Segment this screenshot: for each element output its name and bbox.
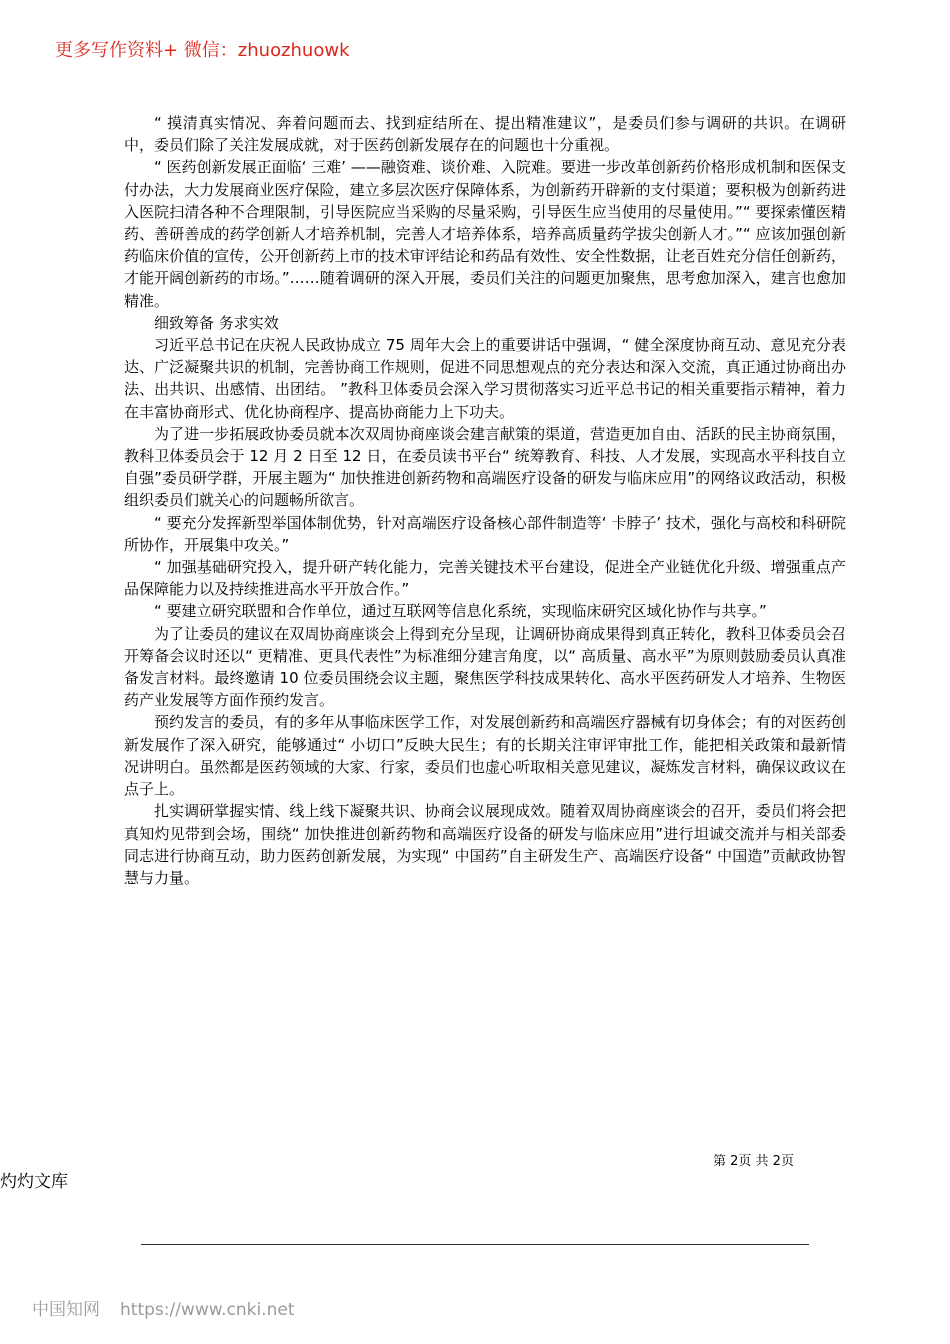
paragraph: 为了进一步拓展政协委员就本次双周协商座谈会建言献策的渠道，营造更加自由、活跃的民主协商氛围，教科卫体委员会于 12 月 2 日至 12 日，在委员读书平台“ 统筹教育、科技、人才发展，实现高水平科技自立自强”委员研学群，开展主题为“ 加快推进创新药物和高端医疗设备的研发与临床应用”的网络议政活动，积极组织委员们就关心的问题畅所欲言。 [124,424,846,510]
paragraph: 习近平总书记在庆祝人民政协成立 75 周年大会上的重要讲话中强调，“ 健全深度协商互动、意见充分表达、广泛凝聚共识的机制，完善协商工作规则，促进不同思想观点的充分表达和深入交流，真正通过协商出办法、出共识、出感情、出团结。 ”教科卫体委员会深入学习贯彻落实习近平总书记的相关重要指示精神，着力在丰富协商形式、优化协商程序、提高协商能力上下功夫。 [124,336,846,421]
paragraph: “ 要充分发挥新型举国体制优势，针对高端医疗设备核心部件制造等‘ 卡脖子’ 技术，强化与高校和科研院所协作，开展集中攻关。” [124,513,846,554]
watermark [32,1295,294,1320]
watermark-name: 中国知网 [32,1300,100,1320]
watermark-url: https://www.cnki.net [120,1300,295,1320]
paragraph: 预约发言的委员，有的多年从事临床医学工作，对发展创新药和高端医疗器械有切身体会；有的对医药创新发展作了深入研究，能够通过“ 小切口”反映大民生；有的长期关注审评审批工作，能把相关政策和最新情况讲明白。虽然都是医药领域的大家、行家，委员们也虚心听取相关意见建议，凝炼发言材料，确保议政议在点子上。 [124,713,846,799]
library-label: 灼灼文库 [0,1172,68,1192]
paragraph: “ 医药创新发展正面临‘ 三难’ ——融资难、谈价难、入院难。要进一步改革创新药价格形成机制和医保支付办法，大力发展商业医疗保险，建立多层次医疗保障体系，为创新药开辟新的支付渠道；要积极为创新药进入医院扫清各种不合理限制，引导医院应当采购的尽量采购，引导医生应当使用的尽量使用。”“ 要探索懂医精药、善研善成的药学创新人才培养机制，完善人才培养体系，培养高质量药学拔尖创新人才。”“ 应该加强创新药临床价值的宣传，公开创新药上市的技术审评结论和药品有效性、安全性数据，让老百姓充分信任创新药，才能开阔创新药的市场。”……随着调研的深入开展，委员们关注的问题更加聚焦，思考愈加深入，建言也愈加精准。 [124,158,846,310]
article-body [124,112,846,889]
paragraph: “ 要建立研究联盟和合作单位，通过互联网等信息化系统，实现临床研究区域化协作与共享。” [154,602,767,621]
promo-banner: 更多写作资料+ 微信：zhuozhuowk [55,40,350,61]
section-heading: 细致筹备 务求实效 [154,313,279,332]
footer-divider [141,1244,809,1245]
paragraph: 为了让委员的建议在双周协商座谈会上得到充分呈现，让调研协商成果得到真正转化，教科卫体委员会召开筹备会议时还以“ 更精准、更具代表性”为标准细分建言角度，以“ 高质量、高水平”为原则鼓励委员认真准备发言材料。最终邀请 10 位委员围绕会议主题，聚焦医学科技成果转化、高水平医药研发人才培养、生物医药产业发展等方面作预约发言。 [124,624,846,710]
paragraph: 扎实调研掌握实情、线上线下凝聚共识、协商会议展现成效。随着双周协商座谈会的召开，委员们将会把真知灼见带到会场，围绕“ 加快推进创新药物和高端医疗设备的研发与临床应用”进行坦诚交流并与相关部委同志进行协商互动，助力医药创新发展，为实现“ 中国药”自主研发生产、高端医疗设备“ 中国造”贡献政协智慧与力量。 [124,802,846,887]
page-number: 第 2页 共 2页 [713,1154,794,1169]
paragraph: “ 加强基础研究投入，提升研产转化能力，完善关键技术平台建设，促进全产业链优化升级、增强重点产品保障能力以及持续推进高水平开放合作。” [124,558,846,599]
paragraph: “ 摸清真实情况、奔着问题而去、找到症结所在、提出精准建议”，是委员们参与调研的共识。在调研中，委员们除了关注发展成就，对于医药创新发展存在的问题也十分重视。 [124,114,846,155]
